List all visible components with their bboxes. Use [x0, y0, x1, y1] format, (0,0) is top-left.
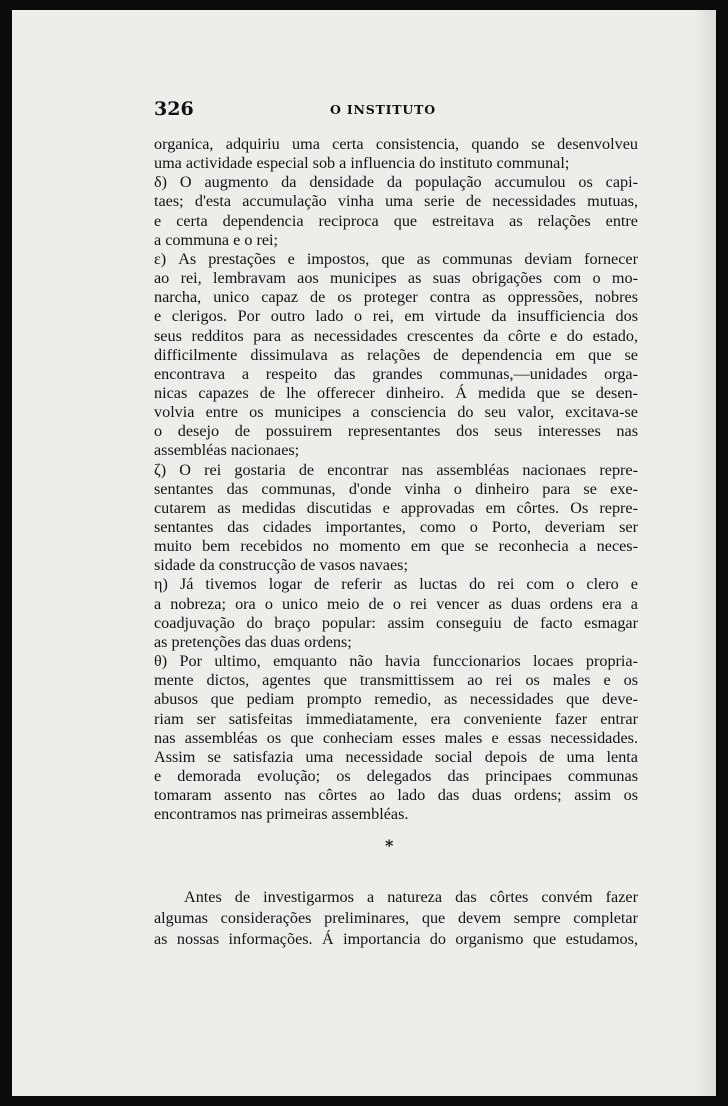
- text-line: coadjuvação do braço popular: assim conseguiu de facto esmagar: [154, 613, 638, 632]
- page-number: 326: [154, 98, 194, 120]
- text-line: uma actividade especial sob a influencia do instituto communal;: [154, 154, 570, 173]
- text-line: encontramos nas primeiras assembléas.: [154, 805, 409, 824]
- text-line: a communa e o rei;: [154, 230, 279, 249]
- scanned-page: [12, 10, 716, 1096]
- running-head: O INSTITUTO: [330, 102, 436, 117]
- page-edge-shadow: [694, 10, 716, 1096]
- text-line: narcha, unico capaz de os proteger contra as oppressões, nobres: [154, 288, 638, 307]
- text-line: e demorada evolução; os delegados das principaes communas: [154, 766, 638, 785]
- text-line: Antes de investigarmos a natureza das côrtes convém fazer: [184, 888, 638, 906]
- text-line: taes; d'esta accumulação vinha uma serie de necessidades mutuas,: [154, 192, 638, 211]
- page-header: [154, 98, 638, 122]
- text-line: sentantes das communas, d'onde vinha o dinheiro para se exe-: [154, 479, 638, 498]
- text-line: o desejo de possuirem representantes dos seus interesses nas: [154, 422, 638, 441]
- text-line: as pretenções das duas ordens;: [154, 632, 352, 651]
- section-separator: *: [385, 836, 394, 855]
- text-line: algumas considerações preliminares, que devem sempre completar: [154, 909, 638, 927]
- text-line: as nossas informações. Á importancia do organismo que estudamos,: [154, 930, 638, 948]
- text-line: η) Já tivemos logar de referir as luctas do rei com o clero e: [154, 575, 638, 594]
- text-line: organica, adquiriu uma certa consistencia, quando se desenvolveu: [154, 135, 638, 153]
- text-line: encontrava a respeito das grandes communas,—unidades orga-: [154, 364, 638, 383]
- text-line: abusos que pediam prompto remedio, as necessidades que deve-: [154, 690, 638, 709]
- text-line: δ) O augmento da densidade da população accumulou os capi-: [154, 173, 638, 192]
- text-line: e clerigos. Por outro lado o rei, em virtude da insufficiencia dos: [154, 307, 638, 326]
- text-line: nas assembléas os que conheciam esses males e essas necessidades.: [154, 728, 638, 747]
- text-line: ao rei, lembravam aos municipes as suas obrigações com o mo-: [154, 269, 638, 288]
- text-line: θ) Por ultimo, emquanto não havia funccionarios locaes propria-: [154, 652, 638, 671]
- text-line: cutarem as medidas discutidas e approvadas em côrtes. Os repre-: [154, 498, 638, 517]
- text-line: tomaram assento nas côrtes ao lado das duas ordens; assim os: [154, 786, 638, 805]
- text-line: sentantes das cidades importantes, como o Porto, deveriam ser: [154, 518, 638, 536]
- text-line: ε) As prestações e impostos, que as communas deviam fornecer: [154, 249, 638, 268]
- text-line: riam ser satisfeitas immediatamente, era conveniente fazer entrar: [154, 709, 638, 728]
- text-line: ζ) O rei gostaria de encontrar nas assembléas nacionaes repre-: [154, 460, 638, 479]
- text-line: mente dictos, agentes que transmittissem ao rei os males e os: [154, 671, 638, 690]
- text-line: assembléas nacionaes;: [154, 441, 300, 460]
- text-line: a nobreza; ora o unico meio de o rei vencer as duas ordens era a: [154, 594, 638, 613]
- text-line: nicas capazes de lhe offerecer dinheiro. Á medida que se desen-: [154, 383, 638, 402]
- text-line: sidade da construcção de vasos navaes;: [154, 556, 408, 575]
- text-line: difficilmente dissimulava as relações de dependencia em que se: [154, 345, 638, 364]
- text-line: seus redditos para as necessidades crescentes da côrte e do estado,: [154, 326, 638, 345]
- text-line: e certa dependencia reciproca que estreitava as relações entre: [154, 211, 638, 230]
- text-line: muito bem recebidos no momento em que se reconhecia a neces-: [154, 537, 638, 556]
- text-line: volvia entre os municipes a consciencia do seu valor, excitava-se: [154, 403, 638, 422]
- text-line: Assim se satisfazia uma necessidade social depois de uma lenta: [154, 747, 638, 766]
